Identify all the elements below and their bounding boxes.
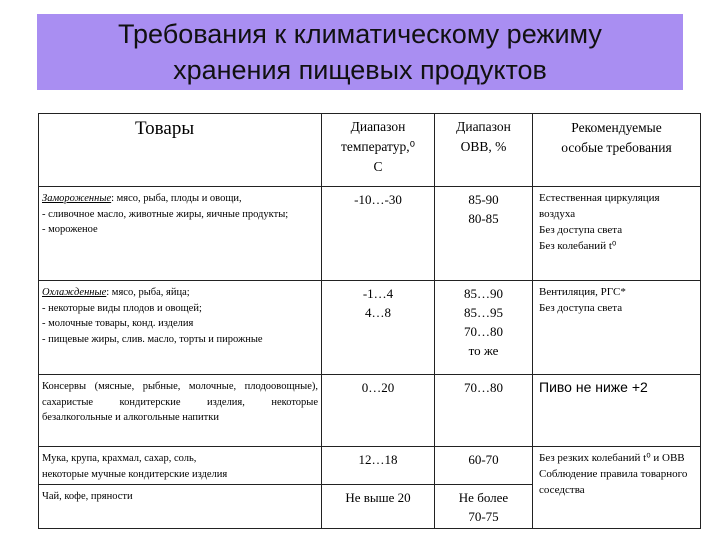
header-requirements-line: особые требования	[561, 140, 672, 155]
requirement-line: Вентиляция, РГС*	[539, 286, 626, 298]
temperature-cell	[322, 187, 435, 281]
humidity-value: 70…80	[464, 324, 503, 339]
goods-line: Мука, крупа, крахмал, сахар, соль,	[42, 453, 197, 464]
header-humidity-line: ОВВ, %	[460, 139, 507, 154]
goods-category: Охлажденные	[42, 287, 107, 298]
requirements-cell	[533, 281, 701, 375]
temperature-value: Не выше 20	[345, 490, 411, 505]
temperature-value: -10…-30	[354, 192, 402, 207]
humidity-cell	[435, 281, 533, 375]
goods-cell	[39, 375, 322, 447]
humidity-cell	[435, 447, 533, 485]
requirement-line: Соблюдение правила товарного соседства	[539, 468, 688, 496]
table-row	[39, 375, 701, 447]
temperature-value: 0…20	[361, 380, 395, 395]
goods-line: - пищевые жиры, слив. масло, торты и пирожные	[42, 333, 263, 345]
header-row	[39, 114, 701, 187]
title-line-2: хранения пищевых продуктов	[173, 55, 547, 85]
goods-line: Консервы (мясные, рыбные, молочные, плодоовощные), сахаристые кондитерские изделия, некоторые безалкогольные и алкогольные напитки	[42, 381, 318, 423]
requirements-cell	[533, 187, 701, 281]
title-line-1: Требования к климатическому режиму	[118, 19, 602, 49]
humidity-value: 80-85	[468, 211, 499, 226]
requirements-cell	[533, 375, 701, 447]
requirement-line: Без резких колебаний t⁰ и ОВВ	[539, 452, 685, 464]
goods-cell	[39, 447, 322, 485]
header-requirements	[533, 114, 701, 187]
temperature-cell	[322, 485, 435, 529]
humidity-value: 85…90	[464, 286, 503, 301]
header-humidity	[435, 114, 533, 187]
goods-cell	[39, 187, 322, 281]
goods-line: - сливочное масло, животные жиры, яичные продукты;	[42, 208, 289, 220]
goods-cell	[39, 281, 322, 375]
table-row	[39, 447, 701, 485]
header-temperature-line: С	[373, 159, 383, 174]
humidity-value: то же	[468, 343, 499, 358]
humidity-cell	[435, 375, 533, 447]
goods-text: : мясо, рыба, плоды и овощи,	[111, 193, 242, 204]
requirement-line: Без колебаний t⁰	[539, 240, 617, 252]
requirement-line: Без доступа света	[539, 224, 623, 236]
humidity-value: 70-75	[468, 509, 499, 524]
temperature-cell	[322, 375, 435, 447]
header-temperature-line: Диапазон	[350, 119, 406, 134]
requirement-line: Естественная циркуляция воздуха	[539, 192, 660, 220]
requirement-line: Пиво не ниже +2	[539, 379, 648, 395]
temperature-cell	[322, 447, 435, 485]
temperature-value: 12…18	[358, 452, 398, 467]
temperature-cell	[322, 281, 435, 375]
header-goods: Товары	[39, 114, 322, 187]
goods-line: - некоторые виды плодов и овощей;	[42, 302, 202, 314]
goods-line: некоторые мучные кондитерские изделия	[42, 468, 228, 480]
goods-text: : мясо, рыба, яйца;	[106, 287, 190, 298]
goods-line	[42, 191, 318, 207]
table-row	[39, 187, 701, 281]
goods-cell	[39, 485, 322, 529]
goods-line	[42, 285, 318, 301]
goods-line: - мороженое	[42, 224, 98, 235]
requirements-cell	[533, 447, 701, 529]
humidity-value: 60-70	[468, 452, 499, 467]
header-temperature	[322, 114, 435, 187]
humidity-cell	[435, 187, 533, 281]
header-temperature-line: температур,⁰	[340, 139, 416, 154]
storage-requirements-table	[38, 113, 701, 529]
temperature-value: 4…8	[365, 305, 391, 320]
humidity-value: 85-90	[468, 192, 499, 207]
requirement-line: Без доступа света	[539, 302, 623, 314]
header-requirements-line: Рекомендуемые	[571, 120, 662, 135]
temperature-value: -1…4	[362, 286, 394, 301]
goods-line: Чай, кофе, пряности	[42, 491, 133, 502]
humidity-value: 85…95	[464, 305, 503, 320]
goods-line: - молочные товары, конд. изделия	[42, 318, 194, 329]
table-row	[39, 281, 701, 375]
humidity-value: 70…80	[464, 380, 503, 395]
header-humidity-line: Диапазон	[456, 119, 511, 134]
title-banner	[37, 14, 683, 90]
goods-category: Замороженные	[42, 193, 112, 204]
humidity-value: Не более	[458, 490, 509, 505]
humidity-cell	[435, 485, 533, 529]
